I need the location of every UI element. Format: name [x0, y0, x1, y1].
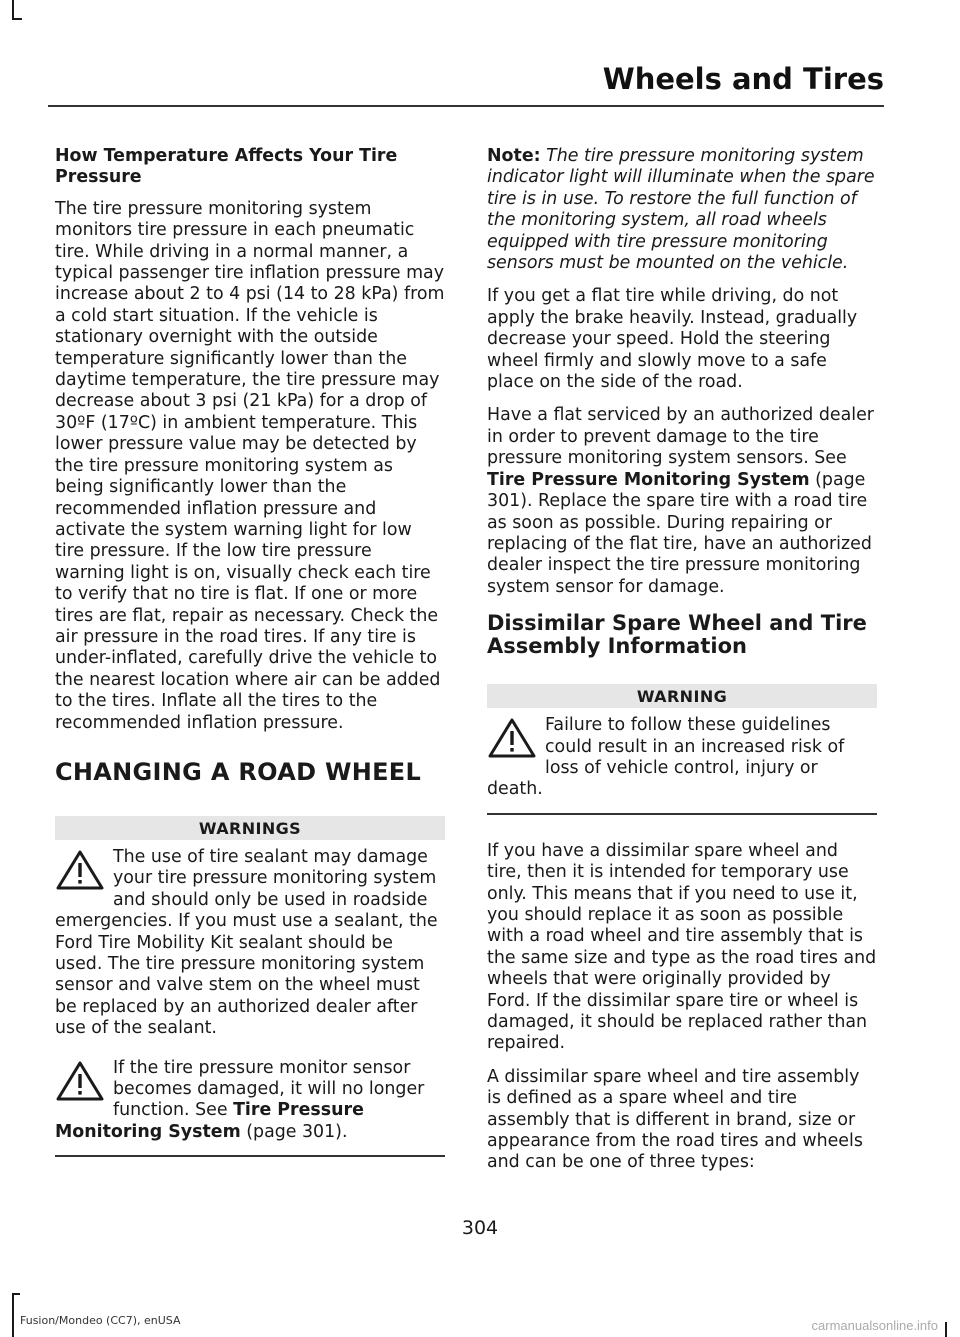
- note-label: Note:: [487, 146, 541, 166]
- left-column: [55, 146, 445, 1183]
- paragraph-dissimilar-defined: A dissimilar spare wheel and tire assembly is defined as a spare wheel and tire assembly that is different in brand, size or appearance from the road tires and wheels and can be one of three types:: [487, 1066, 863, 1173]
- warning-item-sealant: [55, 847, 445, 1040]
- paragraph-dissimilar-use: If you have a dissimilar spare wheel and tire, then it is intended for temporary use only. This means that if you need to use it, you should replace it as soon as possible with a road wheel and tire assembly that is the same size and type as the road tires and wheels that were originally provided by Ford. If the dissimilar spare tire or wheel is damaged, it should be replaced rather than repaired.: [487, 840, 877, 1054]
- page-header-title: Wheels and Tires: [602, 62, 884, 96]
- page-number: 304: [461, 1217, 499, 1239]
- warnings-end-rule: [55, 1155, 445, 1157]
- watermark: carmanualsonline.info: [811, 1318, 938, 1333]
- header-rule: [48, 105, 884, 107]
- paragraph-temperature: The tire pressure monitoring system monitors tire pressure in each pneumatic tire. While driving in a normal manner, a typical passenger tire inflation pressure may increase about 2 to 4 psi (14 to 28 kPa) from a cold start situation. If the vehicle is stationary overnight with the outside temperature significantly lower than the daytime temperature, the tire pressure may decrease about 3 psi (21 kPa) for a drop of 30ºF (17ºC) in ambient temperature. This lower pressure value may be detected by the tire pressure monitoring system as being significantly lower than the recommended inflation pressure and activate the system warning light for low tire pressure. If the low tire pressure warning light is on, visually check each tire to verify that no tire is flat. If one or more tires are flat, repair as necessary. Check the air pressure in the road tires. If any tire is under-inflated, carefully drive the vehicle to the nearest location where air can be added to the tires. Inflate all the tires to the recommended inflation pressure.: [55, 198, 445, 733]
- crop-mark-top-vertical: [12, 0, 14, 20]
- crop-mark-bottom-vertical: [12, 1293, 14, 1337]
- crop-mark-bottom-right: [945, 1322, 947, 1337]
- warning-end-rule: [487, 813, 877, 815]
- paragraph-flat-service: [487, 405, 877, 598]
- cross-reference-tpms-link[interactable]: Tire Pressure Monitoring System: [55, 1100, 364, 1142]
- crop-mark-top-horizontal: [12, 18, 22, 20]
- subheading-temperature: How Temperature Affects Your Tire Pressure: [55, 146, 398, 188]
- warning-triangle-icon: [487, 717, 537, 759]
- warning-triangle-icon: [55, 1060, 105, 1102]
- warning-text-sensor: [55, 1058, 445, 1144]
- cross-reference-tpms-link[interactable]: Tire Pressure Monitoring System: [487, 469, 810, 490]
- note-paragraph: [487, 146, 877, 274]
- service-text-post: (page 301). Replace the spare tire with a road tire as soon as possible. During repairing or replacing of the flat tire, have an authorized dealer inspect the tire pressure monitoring system sensor for damage.: [487, 469, 872, 597]
- section-heading-changing-wheel: CHANGING A ROAD WHEEL: [55, 757, 422, 786]
- warning-text-guidelines: Failure to follow these guidelines could result in an increased risk of loss of vehicle control, injury or death.: [487, 715, 845, 800]
- warning-banner: WARNING: [487, 684, 877, 708]
- warning-sensor-text-post: (page 301).: [240, 1121, 348, 1142]
- warning-item-guidelines: [487, 715, 877, 801]
- crop-mark-bottom-horizontal: [12, 1293, 20, 1295]
- warning-item-sensor: [55, 1058, 445, 1144]
- note-text: The tire pressure monitoring system indicator light will illuminate when the spare tire is in use. To restore the full function of the monitoring system, all road wheels equipped with tire pressure monitoring sensors must be mounted on the vehicle.: [487, 146, 875, 274]
- service-text-pre: Have a flat serviced by an authorized dealer in order to prevent damage to the tire pressure monitoring system sensors. See: [487, 405, 874, 469]
- section-heading-dissimilar-spare: Dissimilar Spare Wheel and Tire Assembly Information: [487, 611, 867, 659]
- warning-sensor-text-pre: If the tire pressure monitor sensor becomes damaged, it will no longer function. See: [113, 1057, 425, 1121]
- warning-text-sealant: The use of tire sealant may damage your tire pressure monitoring system and should only be used in roadside emergencies. If you must use a sealant, the Ford Tire Mobility Kit sealant should be used. The tire pressure monitoring system sensor and valve stem on the wheel must be replaced by an authorized dealer after use of the sealant.: [55, 846, 438, 1039]
- paragraph-flat-tire: If you get a flat tire while driving, do not apply the brake heavily. Instead, gradually decrease your speed. Hold the steering wheel firmly and slowly move to a safe place on the side of the road.: [487, 286, 858, 393]
- warning-triangle-icon: [55, 849, 105, 891]
- warnings-banner: WARNINGS: [55, 816, 445, 840]
- footer-model-info: Fusion/Mondeo (CC7), enUSA: [20, 1314, 181, 1327]
- right-column: [487, 146, 877, 1183]
